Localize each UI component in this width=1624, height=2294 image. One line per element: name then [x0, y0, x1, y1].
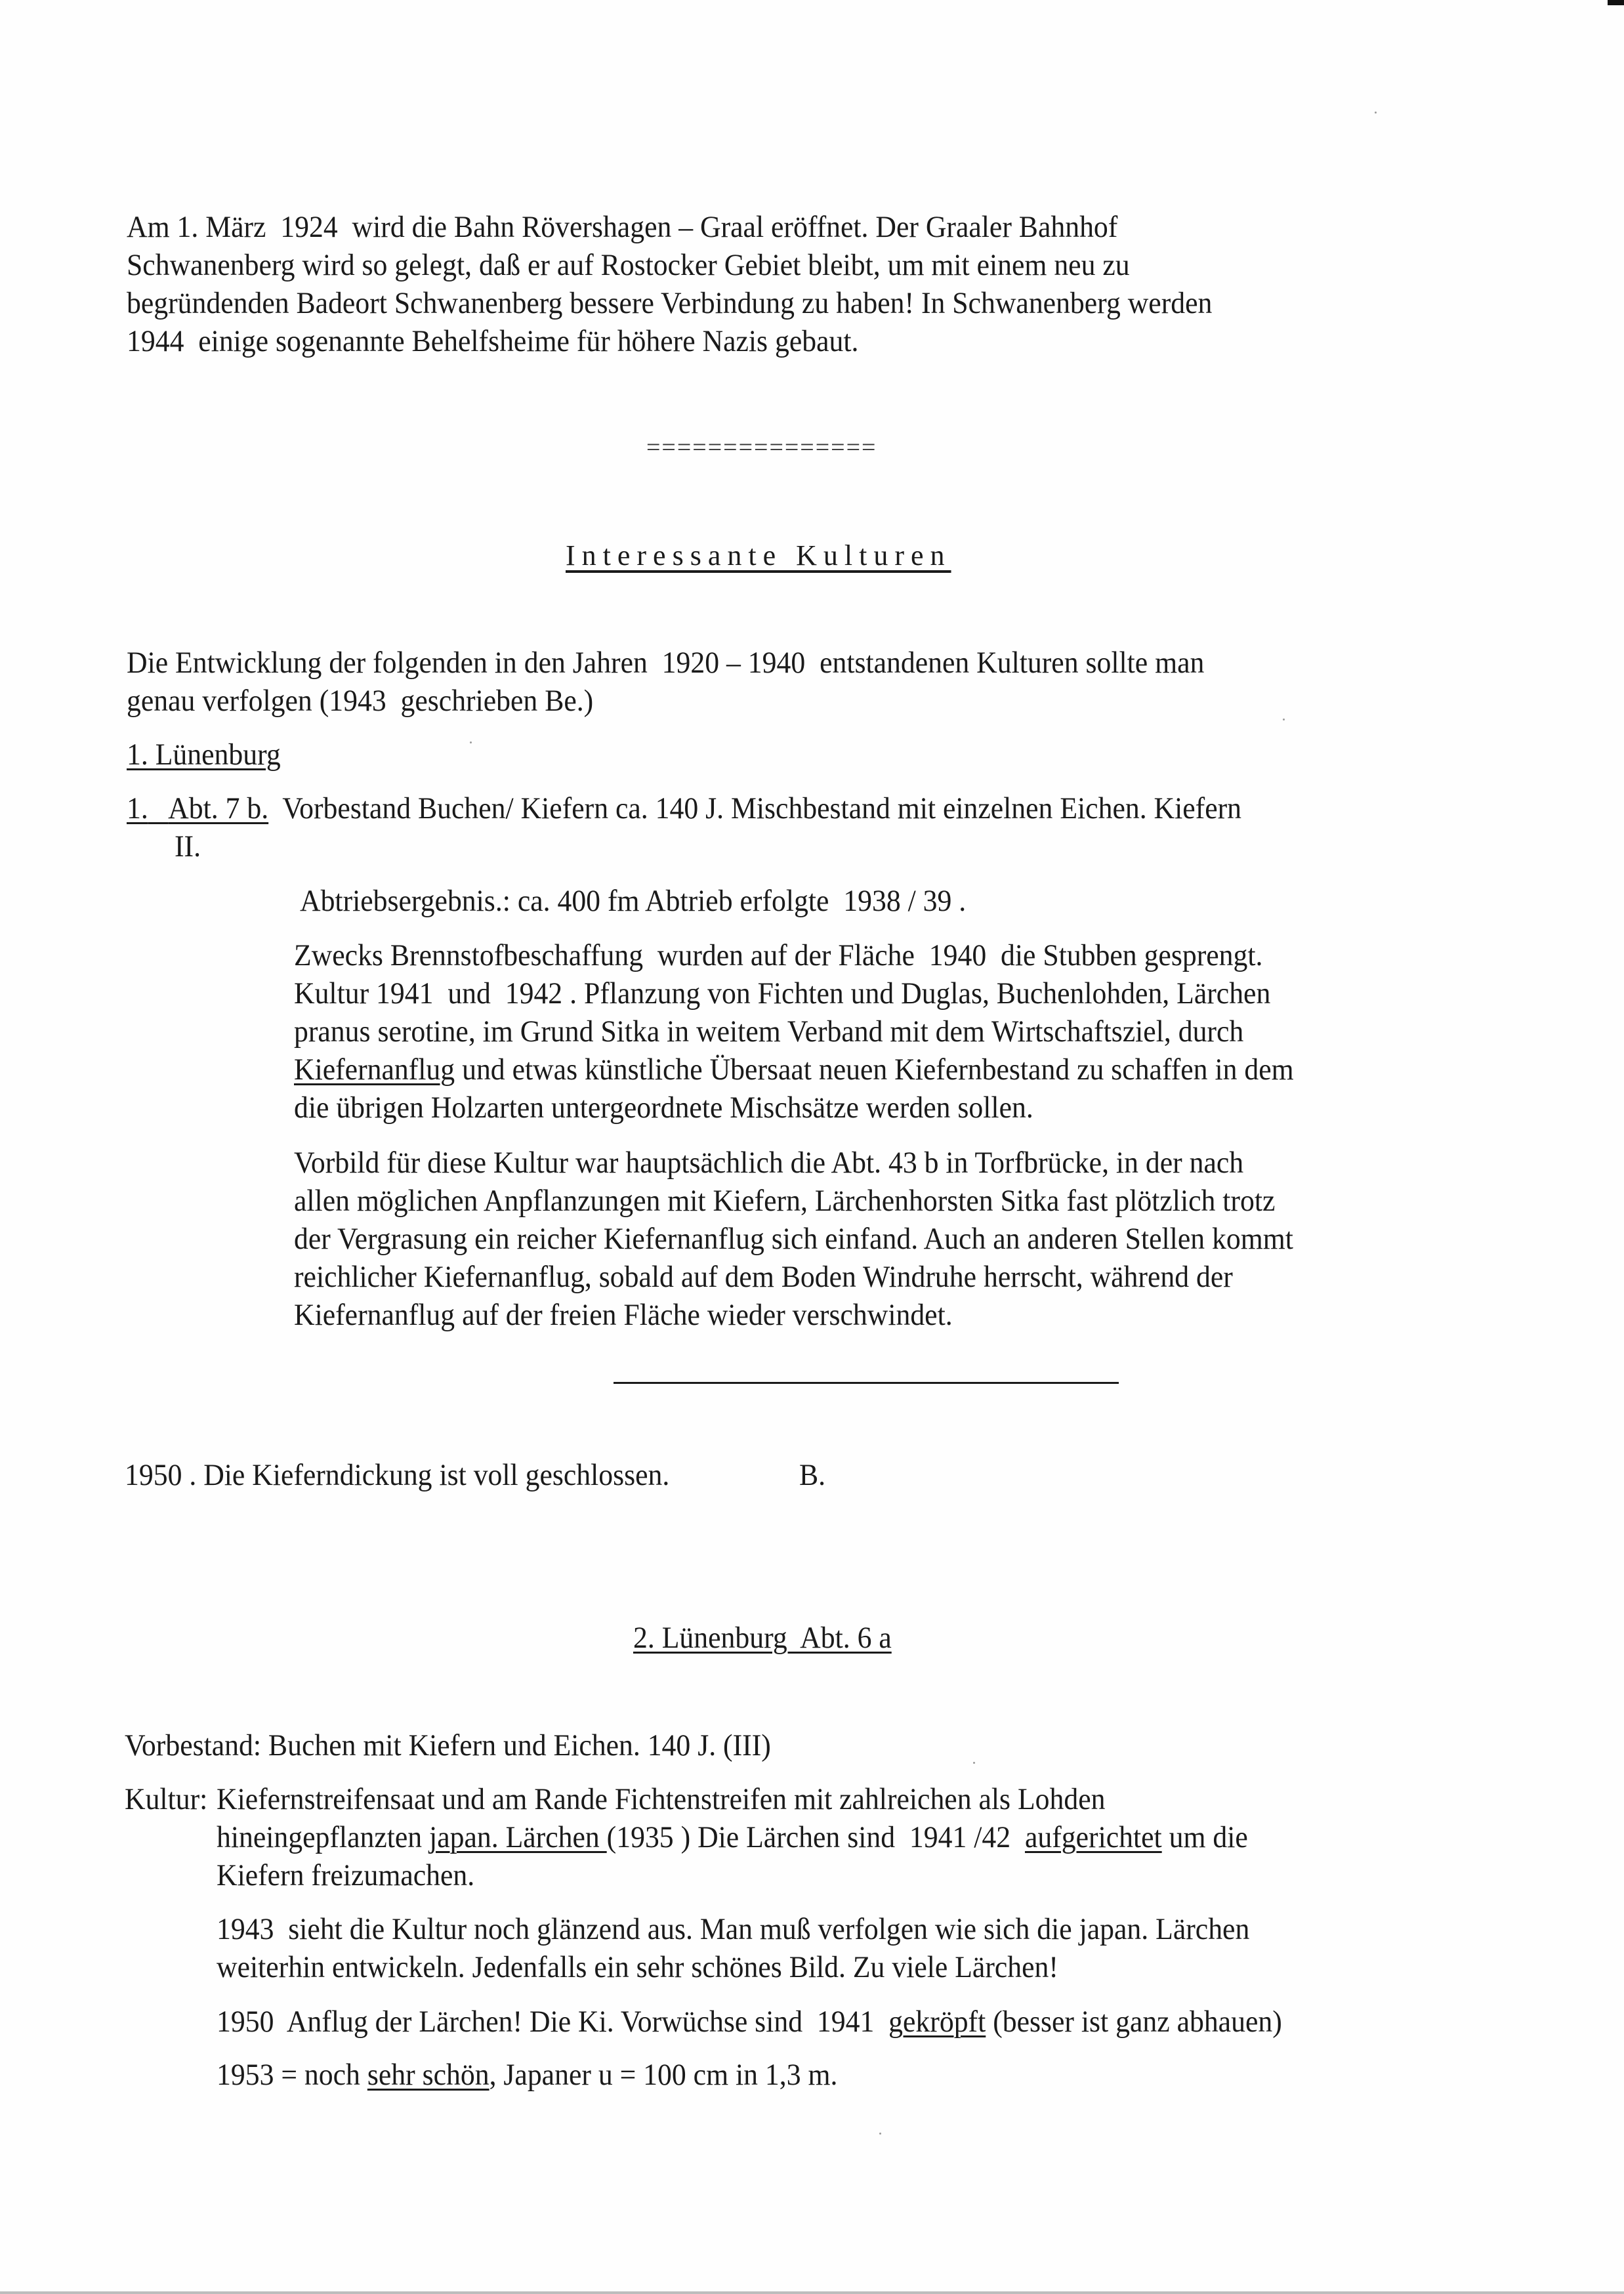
site1-note-1950: 1950 . Die Kieferndickung ist voll geschlossen. [125, 1458, 670, 1492]
site2-heading: 2. Lünenburg Abt. 6 a [633, 1621, 892, 1655]
site1-item-label: Abt. 7 b. [168, 791, 269, 825]
site1-item-number: 1. [127, 791, 148, 825]
scan-bottom-edge [0, 2291, 1624, 2294]
site2-kultur-line-1: Kiefernstreifensaat und am Rande Fichtenstreifen mit zahlreichen als Lohden [217, 1782, 1106, 1816]
site1-kiefernanflug: Kiefernanflug [294, 1053, 455, 1087]
scan-speck [1283, 719, 1285, 720]
site1-zwecks-line-5: die übrigen Holzarten untergeordnete Mischsätze werden sollen. [294, 1091, 1033, 1125]
site1-item-line [127, 790, 1241, 827]
site1-item-gap [148, 791, 168, 825]
separator-line: =============== [646, 434, 877, 461]
scan-speck [470, 741, 472, 743]
site1-signature: B. [799, 1458, 826, 1492]
site1-vorbild-line-4: reichlicher Kiefernanflug, sobald auf dem Boden Windruhe herrscht, während der [294, 1260, 1233, 1294]
site2-note-1953-a: 1953 = noch [217, 2058, 367, 2092]
site2-aufgerichtet: aufgerichtet [1024, 1820, 1162, 1854]
scan-corner-mark [1608, 0, 1624, 5]
section-intro-line-1: Die Entwicklung der folgenden in den Jahren 1920 – 1940 entstandenen Kulturen sollte man [127, 646, 1205, 680]
intro-line-1: Am 1. März 1924 wird die Bahn Rövershagen – Graal eröffnet. Der Graaler Bahnhof [127, 210, 1118, 244]
site2-kultur-line-3: Kiefern freizumachen. [217, 1858, 475, 1892]
site2-note-1953-b: , Japaner u = 100 cm in 1,3 m. [489, 2058, 838, 2092]
site2-note-1950-a: 1950 Anflug der Lärchen! Die Ki. Vorwüchse sind 1941 [217, 2005, 889, 2039]
site1-zwecks-line-4-rest: und etwas künstliche Übersaat neuen Kiefernbestand zu schaffen in dem [455, 1053, 1294, 1087]
section-title: Interessante Kulturen [566, 539, 951, 572]
site1-abtrieb: Abtriebsergebnis.: ca. 400 fm Abtrieb erfolgte 1938 / 39 . [300, 884, 967, 918]
intro-line-2: Schwanenberg wird so gelegt, daß er auf Rostocker Gebiet bleibt, um mit einem neu zu [127, 248, 1130, 282]
site2-note-1943-line-1: 1943 sieht die Kultur noch glänzend aus. Man muß verfolgen wie sich die japan. Lärchen [217, 1912, 1250, 1946]
site2-kultur-line-2-c: um die [1161, 1820, 1248, 1854]
site1-vorbild-line-5: Kiefernanflug auf der freien Fläche wieder verschwindet. [294, 1298, 953, 1332]
site2-sehr-schoen: sehr schön [367, 2058, 489, 2092]
site1-item-text: Vorbestand Buchen/ Kiefern ca. 140 J. Mischbestand mit einzelnen Eichen. Kiefern [268, 791, 1242, 825]
site1-zwecks-line-3: pranus serotine, im Grund Sitka in weitem Verband mit dem Wirtschaftsziel, durch [294, 1014, 1244, 1049]
site2-note-1950 [217, 2003, 1282, 2041]
site2-kultur-line-2 [217, 1819, 1248, 1856]
intro-line-4: 1944 einige sogenannte Behelfsheime für höhere Nazis gebaut. [127, 324, 859, 358]
site1-item-text-cont: II. [175, 829, 201, 864]
section-intro-line-2: genau verfolgen (1943 geschrieben Be.) [127, 684, 594, 718]
site1-vorbild-line-1: Vorbild für diese Kultur war hauptsächlich die Abt. 43 b in Torfbrücke, in der nach [294, 1146, 1244, 1180]
scan-speck [973, 1762, 975, 1764]
site2-gekroepft: gekröpft [888, 2005, 986, 2039]
horizontal-rule [614, 1382, 1119, 1384]
site2-japan-laerchen: japan. Lärchen [429, 1820, 607, 1854]
site2-kultur-line-2-a: hineingepflanzten [217, 1820, 430, 1854]
site1-zwecks-line-2: Kultur 1941 und 1942 . Pflanzung von Fichten und Duglas, Buchenlohden, Lärchen [294, 976, 1271, 1011]
site2-vorbestand: Vorbestand: Buchen mit Kiefern und Eichen. 140 J. (III) [125, 1728, 771, 1762]
intro-line-3: begründenden Badeort Schwanenberg bessere Verbindung zu haben! In Schwanenberg werden [127, 286, 1213, 320]
site2-note-1950-b: (besser ist ganz abhauen) [986, 2005, 1282, 2039]
site2-kultur-line-2-b: (1935 ) Die Lärchen sind 1941 /42 [606, 1820, 1025, 1854]
site1-heading: 1. Lünenburg [127, 738, 281, 772]
site1-zwecks-line-4 [294, 1051, 1294, 1089]
site1-vorbild-line-3: der Vergrasung ein reicher Kiefernanflug sich einfand. Auch an anderen Stellen kommt [294, 1222, 1293, 1256]
site1-zwecks-line-1: Zwecks Brennstofbeschaffung wurden auf der Fläche 1940 die Stubben gesprengt. [294, 938, 1263, 972]
site1-vorbild-line-2: allen möglichen Anpflanzungen mit Kiefern, Lärchenhorsten Sitka fast plötzlich trotz [294, 1184, 1276, 1218]
scan-speck [1375, 112, 1377, 114]
site2-note-1953 [217, 2056, 837, 2094]
site2-kultur-label: Kultur: [125, 1782, 208, 1816]
scan-speck [879, 2133, 881, 2135]
site2-note-1943-line-2: weiterhin entwickeln. Jedenfalls ein sehr schönes Bild. Zu viele Lärchen! [217, 1950, 1058, 1984]
